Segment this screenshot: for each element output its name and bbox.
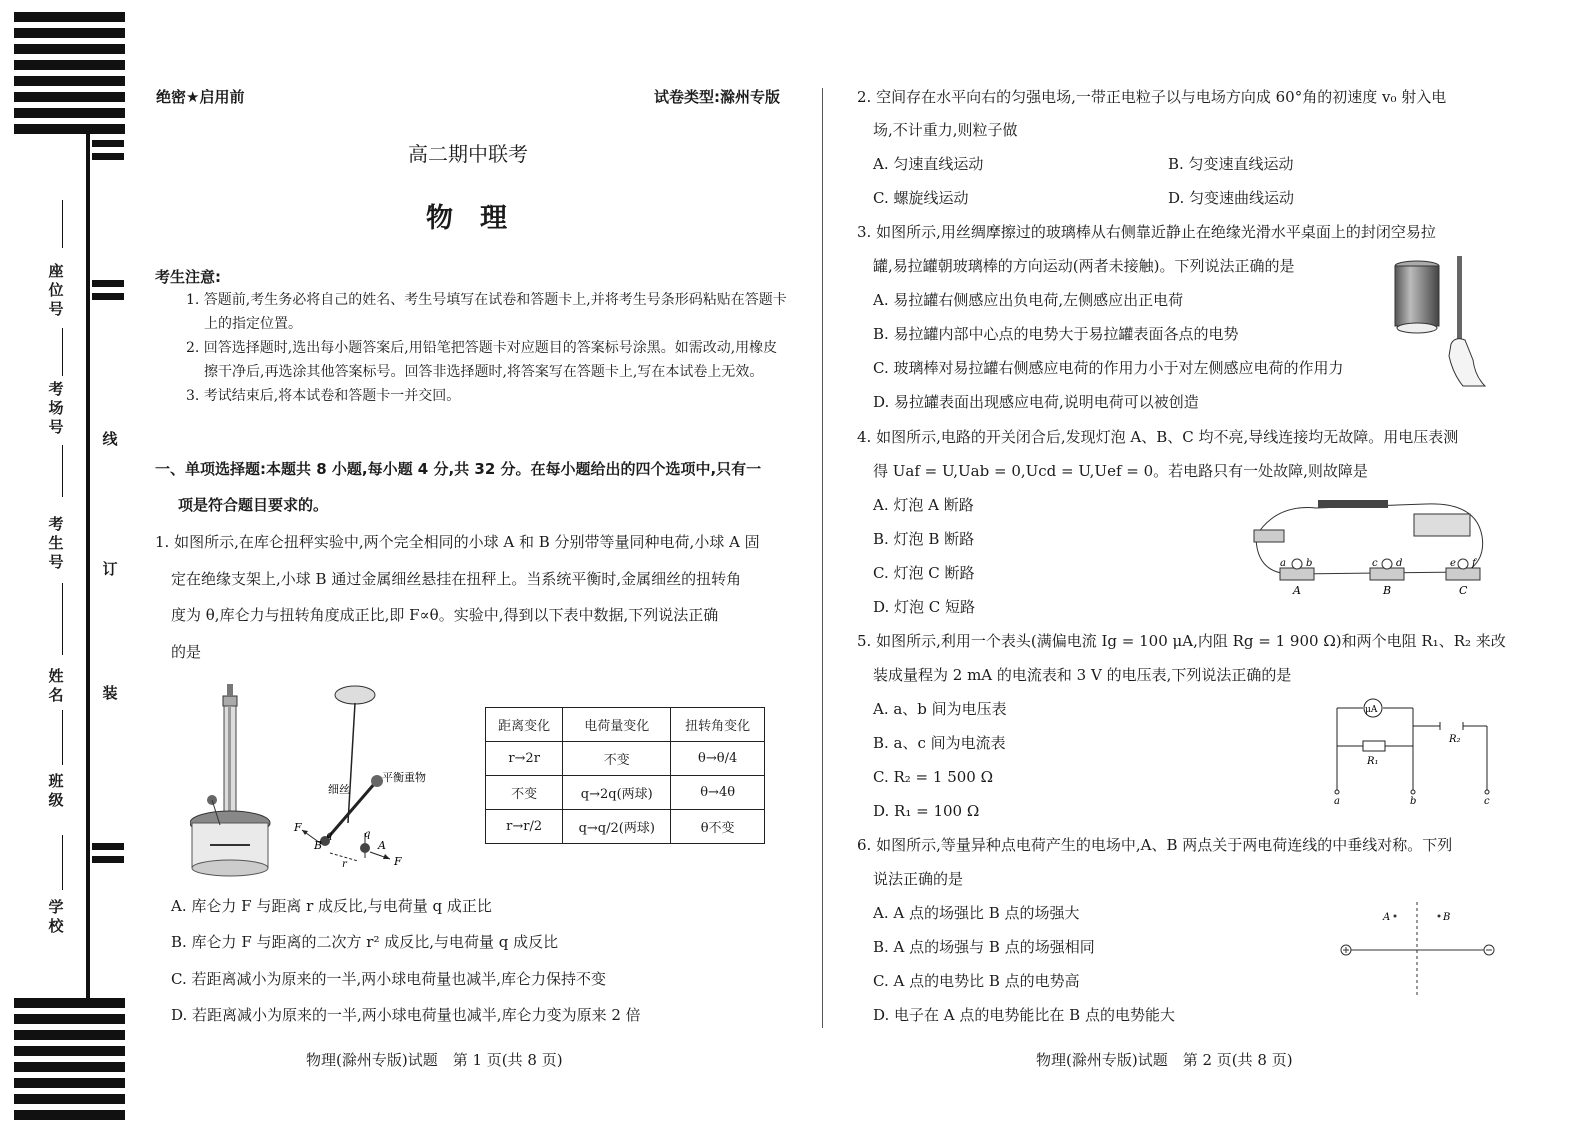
stripe	[14, 1078, 125, 1088]
torsion-schematic-figure	[290, 683, 450, 871]
q3-stem-line: 3. 如图所示,用丝绸摩擦过的玻璃棒从右侧靠近静止在绝缘光滑水平桌面上的封闭空易拉	[857, 223, 1436, 241]
label-b: b	[1306, 558, 1313, 569]
label-B: B	[314, 839, 323, 852]
room-label: 考场号	[48, 380, 64, 436]
stripe	[92, 843, 124, 850]
binding-word: 订	[102, 560, 118, 578]
notice-item: 3. 考试结束后,将本试卷和答题卡一并交回。	[186, 388, 461, 404]
label-q: q	[364, 829, 371, 840]
table-cell: θ不变	[671, 810, 765, 844]
notice-item: 2. 回答选择题时,选出每小题答案后,用铅笔把答题卡对应题目的答案标号涂黑。如需改动,用橡皮擦干净后,再选涂其他答案标号。回答非选择题时,将答案写在答题卡上,写在本试卷上无效。	[186, 340, 778, 380]
q1-data-table	[485, 707, 765, 844]
q6-option-d[interactable]: D. 电子在 A 点的电势能比在 B 点的电势能大	[873, 1006, 1175, 1024]
label-lamp-A: A	[1293, 584, 1301, 597]
seat-label: 座位号	[48, 262, 64, 318]
table-header-row	[486, 708, 765, 742]
label-point-A: A	[1383, 912, 1391, 923]
label-counterweight: 平衡重物	[382, 771, 426, 784]
column-divider	[822, 88, 823, 1028]
q4-stem-line: 4. 如图所示,电路的开关闭合后,发现灯泡 A、B、C 均不亮,导线连接均无故障。用电压表测	[857, 428, 1459, 446]
stripe	[92, 153, 124, 160]
subject-title: 物 理	[426, 203, 507, 234]
label-F: F	[394, 855, 402, 868]
q4-option-b[interactable]: B. 灯泡 B 断路	[873, 530, 975, 548]
q6-stem-line: 说法正确的是	[873, 870, 964, 888]
stripe	[14, 1110, 125, 1120]
table-header: 距离变化	[486, 708, 563, 742]
q3-option-a[interactable]: A. 易拉罐右侧感应出负电荷,左侧感应出正电荷	[873, 291, 1184, 309]
table-row	[486, 776, 765, 810]
stripe	[14, 12, 125, 22]
q6-option-b[interactable]: B. A 点的场强与 B 点的场强相同	[873, 938, 1095, 956]
q3-option-c[interactable]: C. 玻璃棒对易拉罐右侧感应电荷的作用力小于对左侧感应电荷的作用力	[873, 359, 1344, 377]
table-header: 扭转角变化	[671, 708, 765, 742]
stripe	[14, 1030, 125, 1040]
label-f: f	[1472, 558, 1476, 569]
stripe	[14, 1062, 125, 1072]
table-cell: r→2r	[486, 742, 563, 776]
q3-option-d[interactable]: D. 易拉罐表面出现感应电荷,说明电荷可以被创造	[873, 393, 1199, 411]
q4-option-c[interactable]: C. 灯泡 C 断路	[873, 564, 975, 582]
binding-word: 装	[102, 684, 118, 702]
stripe	[14, 108, 125, 118]
torsion-balance-figure	[190, 680, 290, 880]
stripe	[92, 293, 124, 300]
section-heading: 一、单项选择题:本题共 8 小题,每小题 4 分,共 32 分。在每小题给出的四个选项中,只有一	[155, 460, 762, 478]
header-left: 绝密★启用前	[156, 88, 245, 106]
school-line[interactable]	[62, 835, 63, 890]
label-e: e	[1450, 558, 1456, 569]
q1-option-a[interactable]: A. 库仑力 F 与距离 r 成反比,与电荷量 q 成正比	[171, 897, 492, 915]
label-point-B: B	[1443, 912, 1451, 923]
table-cell: θ→4θ	[671, 776, 765, 810]
q2-stem-line: 2. 空间存在水平向右的匀强电场,一带正电粒子以与电场方向成 60°角的初速度 v₀ 射入电	[857, 88, 1447, 106]
label-r: r	[342, 859, 347, 870]
label-lamp-B: B	[1383, 584, 1392, 597]
label-R2: R₂	[1449, 734, 1461, 745]
footer-page-2: 物理(滁州专版)试题 第 2 页(共 8 页)	[1036, 1051, 1293, 1069]
header-right: 试卷类型:滁州专版	[654, 88, 780, 106]
q2-option-d[interactable]: D. 匀变速曲线运动	[1168, 189, 1295, 207]
table-cell: 不变	[563, 742, 671, 776]
label-meter: μA	[1365, 705, 1378, 715]
label-d: d	[1396, 558, 1403, 569]
table-header: 电荷量变化	[563, 708, 671, 742]
label-c: c	[1484, 796, 1490, 806]
stripe	[92, 280, 124, 287]
ammeter-circuit-figure	[1325, 694, 1500, 806]
table-cell: q→2q(两球)	[563, 776, 671, 810]
stripe	[92, 140, 124, 147]
stripe	[14, 1046, 125, 1056]
binding-word: 线	[102, 430, 118, 448]
q1-option-b[interactable]: B. 库仑力 F 与距离的二次方 r² 成反比,与电荷量 q 成反比	[171, 933, 559, 951]
label-R1: R₁	[1367, 756, 1379, 767]
q1-stem-line: 定在绝缘支架上,小球 B 通过金属细丝悬挂在扭秤上。当系统平衡时,金属细丝的扭转角	[171, 570, 742, 588]
notice-list	[186, 288, 790, 408]
label-a: a	[1334, 796, 1340, 806]
q2-stem-line: 场,不计重力,则粒子做	[873, 121, 1018, 139]
q1-stem-line: 1. 如图所示,在库仑扭秤实验中,两个完全相同的小球 A 和 B 分别带等量同种电荷,小球 A 固	[155, 533, 760, 551]
q1-stem-line: 度为 θ,库仑力与扭转角度成正比,即 F∝θ。实验中,得到以下表中数据,下列说法正确	[171, 606, 719, 624]
name-line[interactable]	[62, 583, 63, 655]
label-lamp-C: C	[1459, 584, 1468, 597]
stripe	[14, 124, 125, 134]
section-heading-cont: 项是符合题目要求的。	[178, 496, 329, 514]
stripe	[14, 998, 125, 1008]
q2-option-c[interactable]: C. 螺旋线运动	[873, 189, 969, 207]
q2-option-b[interactable]: B. 匀变速直线运动	[1168, 155, 1294, 173]
label-b: b	[1410, 796, 1417, 806]
q2-option-a[interactable]: A. 匀速直线运动	[873, 155, 984, 173]
q5-stem-line: 5. 如图所示,利用一个表头(满偏电流 Ig = 100 μA,内阻 Rg = 1 900 Ω)和两个电阻 R₁、R₂ 来改	[857, 632, 1506, 650]
q6-option-a[interactable]: A. A 点的场强比 B 点的场强大	[873, 904, 1080, 922]
label-q: q	[326, 830, 333, 841]
table-row	[486, 742, 765, 776]
label-wire: 细丝	[328, 783, 350, 796]
q1-option-d[interactable]: D. 若距离减小为原来的一半,两小球电荷量也减半,库仑力变为原来 2 倍	[171, 1006, 641, 1024]
exam-no-label: 考生号	[48, 515, 64, 571]
q5-stem-line: 装成量程为 2 mA 的电流表和 3 V 的电压表,下列说法正确的是	[873, 666, 1292, 684]
class-label: 班级	[48, 772, 64, 809]
exam-title: 高二期中联考	[408, 142, 528, 166]
notice-item: 1. 答题前,考生务必将自己的姓名、考生号填写在试卷和答题卡上,并将考生号条形码粘贴在答题卡上的指定位置。	[186, 292, 787, 332]
q3-stem-line: 罐,易拉罐朝玻璃棒的方向运动(两者未接触)。下列说法正确的是	[873, 257, 1295, 275]
notice-heading: 考生注意:	[155, 268, 221, 286]
q1-option-c[interactable]: C. 若距离减小为原来的一半,两小球电荷量也减半,库仑力保持不变	[171, 970, 607, 988]
stripe	[14, 1094, 125, 1104]
q1-stem-line: 的是	[171, 643, 202, 661]
class-line[interactable]	[62, 710, 63, 765]
stripe	[14, 28, 125, 38]
seat-line[interactable]	[62, 200, 63, 248]
exam-no-line[interactable]	[62, 445, 63, 497]
label-F: F	[294, 821, 302, 834]
school-label: 学校	[48, 898, 64, 935]
binding-edge	[86, 134, 90, 1000]
stripe	[14, 44, 125, 54]
dipole-field-figure	[1335, 900, 1500, 1000]
stripe	[14, 1014, 125, 1024]
label-c: c	[1372, 558, 1378, 569]
table-cell: θ→θ/4	[671, 742, 765, 776]
footer-page-1: 物理(滁州专版)试题 第 1 页(共 8 页)	[306, 1051, 563, 1069]
table-row	[486, 810, 765, 844]
q4-stem-line: 得 Uaf = U,Uab = 0,Ucd = U,Uef = 0。若电路只有一处故障,则故障是	[873, 462, 1368, 480]
q5-option-b[interactable]: B. a、c 间为电流表	[873, 734, 1006, 752]
stripe	[14, 76, 125, 86]
room-line[interactable]	[62, 328, 63, 376]
q6-stem-line: 6. 如图所示,等量异种点电荷产生的电场中,A、B 两点关于两电荷连线的中垂线对称。下列	[857, 836, 1453, 854]
stripe	[14, 60, 125, 70]
lamp-circuit-figure	[1246, 490, 1496, 600]
label-a: a	[1280, 558, 1286, 569]
table-cell: 不变	[486, 776, 563, 810]
q4-option-d[interactable]: D. 灯泡 C 短路	[873, 598, 976, 616]
stripe	[92, 856, 124, 863]
q6-option-c[interactable]: C. A 点的电势比 B 点的电势高	[873, 972, 1080, 990]
q5-option-c[interactable]: C. R₂ = 1 500 Ω	[873, 768, 994, 786]
label-A: A	[378, 839, 386, 852]
q5-option-a[interactable]: A. a、b 间为电压表	[873, 700, 1007, 718]
q3-option-b[interactable]: B. 易拉罐内部中心点的电势大于易拉罐表面各点的电势	[873, 325, 1239, 343]
can-and-rod-figure	[1393, 256, 1493, 388]
table-cell: r→r/2	[486, 810, 563, 844]
name-label: 姓名	[48, 667, 64, 704]
q4-option-a[interactable]: A. 灯泡 A 断路	[873, 496, 974, 514]
q5-option-d[interactable]: D. R₁ = 100 Ω	[873, 802, 980, 820]
stripe	[14, 92, 125, 102]
table-cell: q→q/2(两球)	[563, 810, 671, 844]
